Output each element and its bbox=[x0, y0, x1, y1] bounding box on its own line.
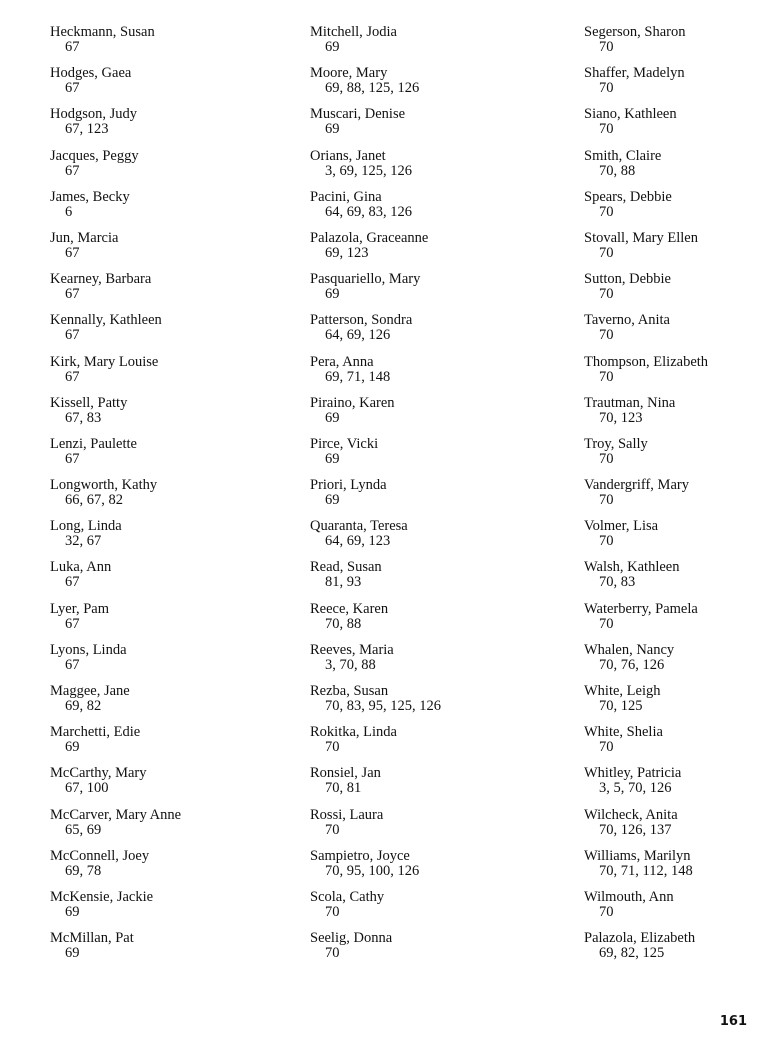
entry-page-refs: 70, 95, 100, 126 bbox=[325, 862, 420, 879]
entry-name: Marchetti, Edie bbox=[50, 724, 141, 741]
entry-page-refs: 69 bbox=[65, 739, 80, 756]
entry-name: Rossi, Laura bbox=[310, 806, 384, 823]
entry-name: Sutton, Debbie bbox=[584, 271, 671, 288]
entry-page-refs: 67 bbox=[65, 615, 80, 632]
entry-name: Walsh, Kathleen bbox=[584, 559, 680, 576]
entry-page-refs: 69, 88, 125, 126 bbox=[325, 80, 420, 97]
entry-name: Stovall, Mary Ellen bbox=[584, 229, 698, 246]
index-entry bbox=[310, 107, 550, 148]
index-entry bbox=[310, 190, 550, 231]
entry-page-refs: 67 bbox=[65, 39, 80, 55]
index-entry bbox=[584, 808, 767, 849]
entry-page-refs: 70, 71, 112, 148 bbox=[599, 862, 693, 879]
index-entry bbox=[310, 313, 550, 354]
index-column-2 bbox=[310, 25, 550, 972]
entry-name: McCarthy, Mary bbox=[50, 765, 147, 782]
entry-page-refs: 81, 93 bbox=[325, 574, 362, 591]
index-entry bbox=[50, 437, 290, 478]
entry-page-refs: 67 bbox=[65, 368, 80, 385]
entry-page-refs: 67 bbox=[65, 327, 80, 344]
entry-page-refs: 70 bbox=[599, 39, 614, 55]
entry-page-refs: 3, 70, 88 bbox=[325, 656, 376, 673]
entry-name: Mitchell, Jodia bbox=[310, 24, 397, 40]
entry-page-refs: 70, 81 bbox=[325, 780, 362, 797]
entry-page-refs: 69 bbox=[65, 945, 80, 962]
entry-page-refs: 69 bbox=[325, 39, 340, 55]
entry-page-refs: 70 bbox=[599, 327, 614, 344]
index-entry bbox=[584, 396, 767, 437]
entry-name: Piraino, Karen bbox=[310, 394, 395, 411]
index-entry bbox=[50, 766, 290, 807]
index-entry bbox=[584, 931, 767, 972]
index-entry bbox=[584, 66, 767, 107]
entry-name: Ronsiel, Jan bbox=[310, 765, 381, 782]
index-entry bbox=[584, 766, 767, 807]
entry-page-refs: 70 bbox=[599, 121, 614, 138]
entry-name: Hodgson, Judy bbox=[50, 106, 138, 123]
entry-name: Sampietro, Joyce bbox=[310, 847, 410, 864]
entry-name: Pacini, Gina bbox=[310, 188, 382, 205]
index-entry bbox=[584, 107, 767, 148]
index-entry bbox=[50, 478, 290, 519]
entry-name: Lenzi, Paulette bbox=[50, 435, 137, 452]
entry-page-refs: 67 bbox=[65, 286, 80, 303]
entry-page-refs: 70 bbox=[325, 821, 340, 838]
entry-name: Pirce, Vicki bbox=[310, 435, 379, 452]
entry-name: Quaranta, Teresa bbox=[310, 518, 408, 535]
entry-page-refs: 70 bbox=[599, 244, 614, 261]
entry-page-refs: 70 bbox=[599, 492, 614, 509]
entry-page-refs: 70 bbox=[325, 903, 340, 920]
entry-page-refs: 70 bbox=[599, 533, 614, 550]
index-entry bbox=[50, 890, 290, 931]
index-entry bbox=[310, 684, 550, 725]
entry-page-refs: 70, 126, 137 bbox=[599, 821, 672, 838]
index-entry bbox=[310, 66, 550, 107]
entry-name: Muscari, Denise bbox=[310, 106, 406, 123]
index-entry bbox=[310, 437, 550, 478]
entry-name: Vandergriff, Mary bbox=[584, 477, 689, 494]
entry-name: Reeves, Maria bbox=[310, 641, 394, 658]
index-entry bbox=[50, 107, 290, 148]
index-entry bbox=[310, 725, 550, 766]
entry-page-refs: 70, 88 bbox=[325, 615, 362, 632]
entry-name: Pera, Anna bbox=[310, 353, 374, 370]
entry-name: Kirk, Mary Louise bbox=[50, 353, 159, 370]
entry-name: Whalen, Nancy bbox=[584, 641, 675, 658]
entry-name: Heckmann, Susan bbox=[50, 24, 155, 40]
index-entry bbox=[584, 478, 767, 519]
index-entry bbox=[310, 272, 550, 313]
entry-name: Maggee, Jane bbox=[50, 683, 130, 699]
index-entry bbox=[584, 149, 767, 190]
entry-name: Kissell, Patty bbox=[50, 394, 128, 411]
entry-page-refs: 70 bbox=[325, 739, 340, 756]
entry-page-refs: 70, 125 bbox=[599, 698, 643, 714]
index-entry bbox=[50, 313, 290, 354]
index-entry bbox=[584, 602, 767, 643]
entry-name: Siano, Kathleen bbox=[584, 106, 677, 123]
entry-name: McMillan, Pat bbox=[50, 930, 134, 947]
entry-name: Long, Linda bbox=[50, 518, 122, 535]
index-entry bbox=[50, 684, 290, 725]
index-entry bbox=[50, 602, 290, 643]
entry-name: White, Leigh bbox=[584, 683, 661, 699]
entry-name: James, Becky bbox=[50, 188, 130, 205]
entry-name: Volmer, Lisa bbox=[584, 518, 659, 535]
entry-name: Reece, Karen bbox=[310, 600, 389, 617]
index-entry bbox=[310, 602, 550, 643]
index-entry bbox=[50, 66, 290, 107]
entry-name: Longworth, Kathy bbox=[50, 477, 158, 494]
entry-name: Palazola, Elizabeth bbox=[584, 930, 696, 947]
entry-page-refs: 70 bbox=[599, 286, 614, 303]
index-entry bbox=[310, 808, 550, 849]
index-entry bbox=[584, 890, 767, 931]
entry-page-refs: 67 bbox=[65, 162, 80, 179]
index-entry bbox=[50, 931, 290, 972]
entry-page-refs: 69 bbox=[325, 286, 340, 303]
entry-page-refs: 3, 5, 70, 126 bbox=[599, 780, 672, 797]
entry-page-refs: 32, 67 bbox=[65, 533, 102, 550]
index-entry bbox=[584, 437, 767, 478]
entry-name: Priori, Lynda bbox=[310, 477, 387, 494]
entry-page-refs: 70, 76, 126 bbox=[599, 656, 665, 673]
entry-name: Rezba, Susan bbox=[310, 683, 389, 699]
entry-name: Palazola, Graceanne bbox=[310, 229, 429, 246]
entry-name: Orians, Janet bbox=[310, 147, 386, 164]
index-entry bbox=[50, 808, 290, 849]
index-entry bbox=[310, 25, 550, 66]
entry-name: Wilcheck, Anita bbox=[584, 806, 678, 823]
entry-name: Moore, Mary bbox=[310, 65, 388, 82]
entry-page-refs: 64, 69, 83, 126 bbox=[325, 203, 412, 220]
index-entry bbox=[310, 931, 550, 972]
entry-name: Jacques, Peggy bbox=[50, 147, 139, 164]
entry-name: Pasquariello, Mary bbox=[310, 271, 421, 288]
entry-page-refs: 67 bbox=[65, 80, 80, 97]
index-entry bbox=[310, 478, 550, 519]
entry-name: White, Shelia bbox=[584, 724, 663, 741]
index-entry bbox=[310, 890, 550, 931]
entry-name: Lyons, Linda bbox=[50, 641, 127, 658]
index-entry bbox=[310, 519, 550, 560]
entry-name: Luka, Ann bbox=[50, 559, 112, 576]
index-entry bbox=[310, 849, 550, 890]
index-entry bbox=[584, 25, 767, 66]
entry-name: Trautman, Nina bbox=[584, 394, 676, 411]
index-entry bbox=[50, 849, 290, 890]
entry-page-refs: 70, 83, 95, 125, 126 bbox=[325, 698, 441, 714]
index-entry bbox=[310, 355, 550, 396]
index-entry bbox=[50, 231, 290, 272]
entry-name: Lyer, Pam bbox=[50, 600, 110, 617]
index-entry bbox=[584, 560, 767, 601]
index-entry bbox=[584, 355, 767, 396]
entry-page-refs: 70, 88 bbox=[599, 162, 636, 179]
entry-name: Taverno, Anita bbox=[584, 312, 670, 329]
entry-page-refs: 69, 82, 125 bbox=[599, 945, 665, 962]
entry-page-refs: 69 bbox=[325, 450, 340, 467]
index-entry bbox=[50, 25, 290, 66]
entry-name: Kennally, Kathleen bbox=[50, 312, 162, 329]
entry-page-refs: 69 bbox=[65, 903, 80, 920]
entry-page-refs: 70 bbox=[599, 903, 614, 920]
entry-page-refs: 69 bbox=[325, 121, 340, 138]
index-entry bbox=[310, 560, 550, 601]
entry-page-refs: 64, 69, 123 bbox=[325, 533, 391, 550]
entry-name: Thompson, Elizabeth bbox=[584, 353, 709, 370]
index-entry bbox=[310, 766, 550, 807]
entry-page-refs: 69 bbox=[325, 492, 340, 509]
entry-page-refs: 70, 123 bbox=[599, 409, 643, 426]
entry-name: Wilmouth, Ann bbox=[584, 888, 674, 905]
entry-page-refs: 67 bbox=[65, 656, 80, 673]
index-entry bbox=[584, 849, 767, 890]
entry-name: Whitley, Patricia bbox=[584, 765, 682, 782]
index-entry bbox=[584, 313, 767, 354]
entry-name: Smith, Claire bbox=[584, 147, 662, 164]
index-column-1 bbox=[50, 25, 290, 972]
entry-page-refs: 70 bbox=[599, 615, 614, 632]
entry-page-refs: 66, 67, 82 bbox=[65, 492, 123, 509]
index-entry bbox=[310, 149, 550, 190]
index-entry bbox=[50, 149, 290, 190]
entry-page-refs: 64, 69, 126 bbox=[325, 327, 391, 344]
index-entry bbox=[584, 190, 767, 231]
entry-page-refs: 67, 100 bbox=[65, 780, 109, 797]
index-entry bbox=[50, 519, 290, 560]
index-entry bbox=[584, 272, 767, 313]
index-entry bbox=[50, 560, 290, 601]
entry-name: Kearney, Barbara bbox=[50, 271, 152, 288]
entry-name: McConnell, Joey bbox=[50, 847, 150, 864]
entry-name: Waterberry, Pamela bbox=[584, 600, 698, 617]
entry-name: Read, Susan bbox=[310, 559, 382, 576]
entry-page-refs: 70, 83 bbox=[599, 574, 636, 591]
index-entry bbox=[584, 519, 767, 560]
entry-page-refs: 67 bbox=[65, 574, 80, 591]
entry-page-refs: 70 bbox=[325, 945, 340, 962]
entry-name: McKensie, Jackie bbox=[50, 888, 154, 905]
index-entry bbox=[584, 725, 767, 766]
entry-name: Rokitka, Linda bbox=[310, 724, 397, 741]
index-entry bbox=[584, 643, 767, 684]
entry-page-refs: 70 bbox=[599, 368, 614, 385]
entry-name: Scola, Cathy bbox=[310, 888, 385, 905]
index-entry bbox=[310, 643, 550, 684]
entry-page-refs: 69, 78 bbox=[65, 862, 102, 879]
index-entry bbox=[50, 355, 290, 396]
entry-name: Jun, Marcia bbox=[50, 229, 119, 246]
entry-page-refs: 70 bbox=[599, 80, 614, 97]
entry-name: Shaffer, Madelyn bbox=[584, 65, 685, 82]
entry-page-refs: 67, 83 bbox=[65, 409, 102, 426]
entry-page-refs: 65, 69 bbox=[65, 821, 102, 838]
entry-name: Troy, Sally bbox=[584, 435, 648, 452]
entry-page-refs: 69, 123 bbox=[325, 244, 369, 261]
entry-page-refs: 6 bbox=[65, 203, 73, 220]
index-entry bbox=[584, 684, 767, 725]
entry-name: Patterson, Sondra bbox=[310, 312, 413, 329]
entry-page-refs: 67 bbox=[65, 244, 80, 261]
entry-name: McCarver, Mary Anne bbox=[50, 806, 182, 823]
entry-name: Seelig, Donna bbox=[310, 930, 393, 947]
index-entry bbox=[50, 190, 290, 231]
entry-page-refs: 70 bbox=[599, 739, 614, 756]
index-entry bbox=[310, 231, 550, 272]
index-entry bbox=[50, 272, 290, 313]
entry-name: Spears, Debbie bbox=[584, 188, 672, 205]
entry-page-refs: 69, 71, 148 bbox=[325, 368, 391, 385]
entry-page-refs: 67 bbox=[65, 450, 80, 467]
page-number: 161 bbox=[719, 1014, 747, 1029]
entry-page-refs: 70 bbox=[599, 203, 614, 220]
index-column-3 bbox=[584, 25, 767, 972]
entry-page-refs: 70 bbox=[599, 450, 614, 467]
entry-page-refs: 69, 82 bbox=[65, 698, 102, 714]
entry-page-refs: 69 bbox=[325, 409, 340, 426]
index-entry bbox=[584, 231, 767, 272]
entry-name: Hodges, Gaea bbox=[50, 65, 132, 82]
index-entry bbox=[50, 396, 290, 437]
index-entry bbox=[50, 643, 290, 684]
index-entry bbox=[50, 725, 290, 766]
entry-page-refs: 3, 69, 125, 126 bbox=[325, 162, 412, 179]
entry-name: Williams, Marilyn bbox=[584, 847, 691, 864]
index-entry bbox=[310, 396, 550, 437]
entry-page-refs: 67, 123 bbox=[65, 121, 109, 138]
entry-name: Segerson, Sharon bbox=[584, 24, 686, 40]
